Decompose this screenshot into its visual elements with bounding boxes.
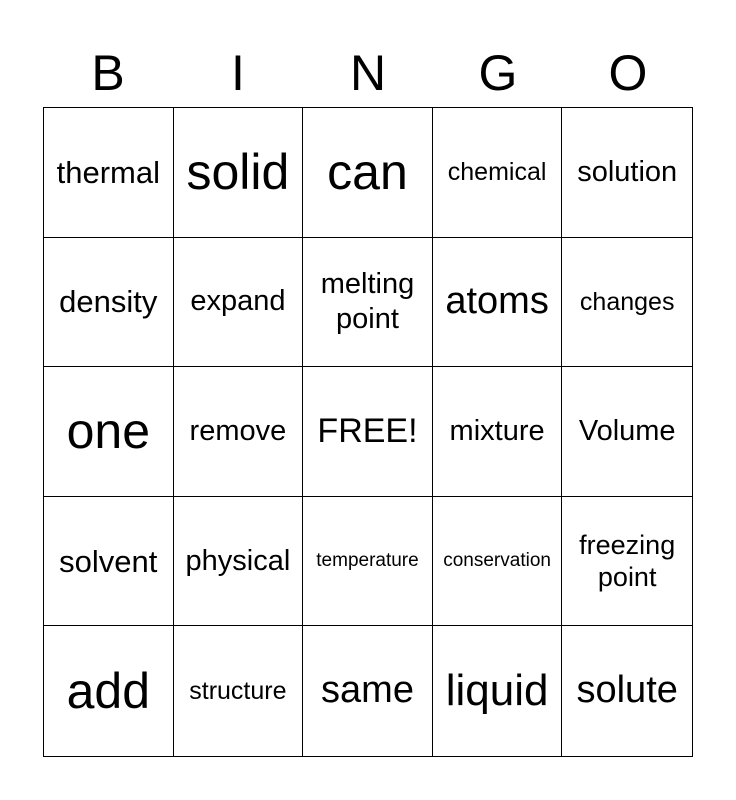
bingo-cell[interactable]	[174, 108, 304, 238]
bingo-cell[interactable]	[44, 367, 174, 497]
cell-label: density	[59, 284, 158, 320]
bingo-cell[interactable]	[303, 108, 433, 238]
header-letter-b: B	[91, 45, 125, 101]
bingo-board	[43, 107, 693, 757]
cell-label: freezing point	[579, 529, 676, 593]
cell-label: FREE!	[317, 412, 418, 451]
cell-label: remove	[189, 415, 287, 448]
header-letter-o: O	[608, 45, 648, 101]
bingo-cell[interactable]	[44, 238, 174, 368]
bingo-cell[interactable]	[562, 238, 692, 368]
header-letter-n: N	[349, 45, 387, 101]
cell-label: physical	[185, 544, 291, 577]
bingo-cell[interactable]	[433, 367, 563, 497]
cell-label: add	[66, 663, 151, 720]
bingo-cell[interactable]	[303, 238, 433, 368]
cell-label: chemical	[447, 158, 547, 187]
cell-label: mixture	[449, 415, 545, 448]
header-letter-g: G	[478, 45, 518, 101]
bingo-cell[interactable]	[303, 626, 433, 756]
bingo-cell[interactable]	[562, 367, 692, 497]
bingo-cell[interactable]	[433, 108, 563, 238]
cell-label: atoms	[445, 280, 549, 323]
bingo-cell[interactable]	[174, 238, 304, 368]
cell-label: liquid	[445, 665, 549, 715]
cell-label: can	[327, 144, 408, 201]
bingo-cell[interactable]	[44, 497, 174, 627]
cell-label: solvent	[59, 543, 158, 579]
cell-label: changes	[579, 287, 675, 316]
bingo-cell[interactable]	[562, 497, 692, 627]
cell-label: expand	[190, 285, 286, 318]
cell-label: structure	[189, 677, 287, 706]
bingo-cell[interactable]	[44, 626, 174, 756]
cell-label: solid	[186, 144, 290, 201]
bingo-cell[interactable]	[174, 367, 304, 497]
header-letter-i: I	[231, 45, 245, 101]
free-space-cell[interactable]	[303, 367, 433, 497]
cell-label: solution	[577, 155, 678, 188]
bingo-cell[interactable]	[433, 626, 563, 756]
bingo-cell[interactable]	[562, 108, 692, 238]
bingo-cell[interactable]	[44, 108, 174, 238]
bingo-cell[interactable]	[303, 497, 433, 627]
cell-label: Volume	[578, 415, 676, 448]
cell-label: solute	[576, 669, 678, 712]
bingo-cell[interactable]	[562, 626, 692, 756]
bingo-cell[interactable]	[433, 238, 563, 368]
bingo-cell[interactable]	[433, 497, 563, 627]
cell-label: thermal	[56, 154, 160, 190]
cell-label: same	[321, 669, 414, 712]
bingo-cell[interactable]	[174, 497, 304, 627]
cell-label: melting point	[320, 268, 415, 335]
bingo-cell[interactable]	[174, 626, 304, 756]
cell-label: temperature	[316, 549, 419, 571]
cell-label: one	[66, 403, 151, 460]
cell-label: conservation	[443, 549, 551, 571]
bingo-header	[43, 40, 693, 106]
